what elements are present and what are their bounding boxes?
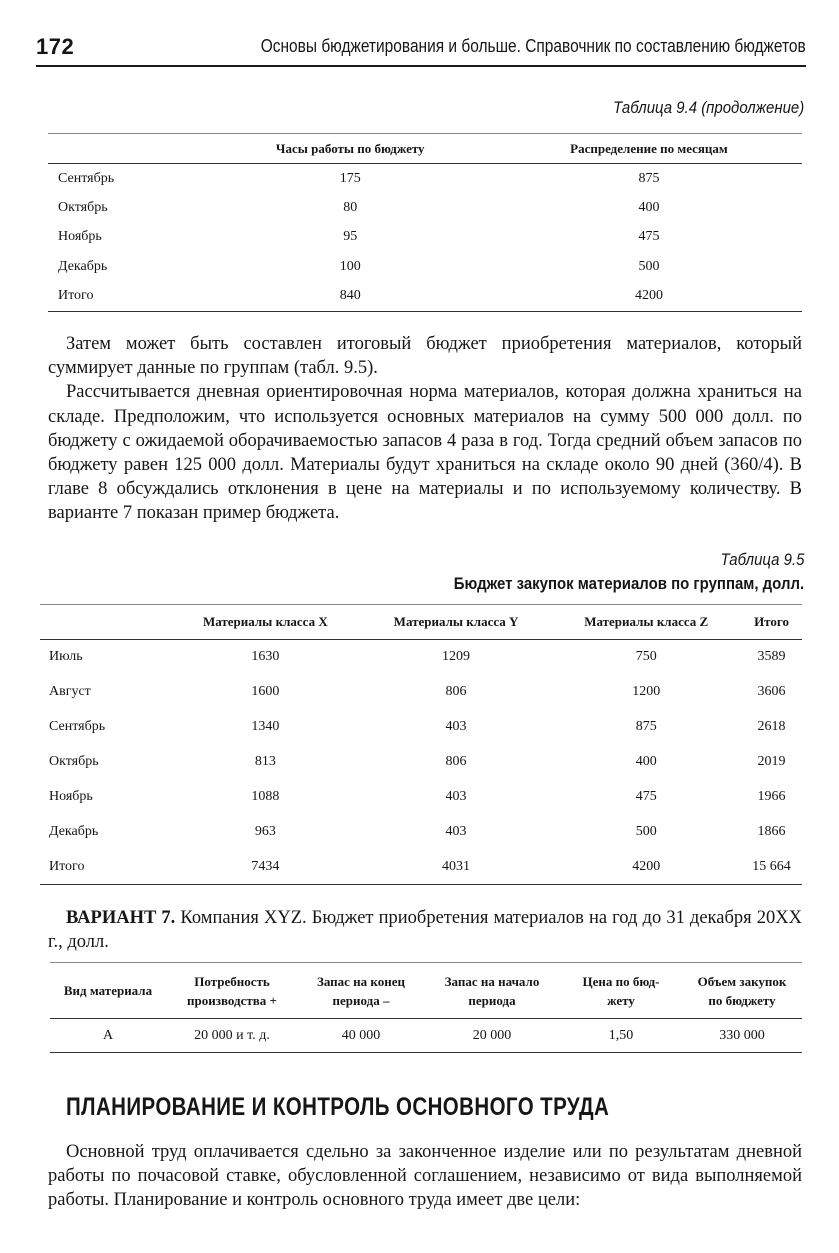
column-header: Потребность производства +	[187, 973, 277, 1008]
paragraph: Затем может быть составлен итоговый бюджет приобретения материалов, который суммирует данные по группам (табл. 9.5).	[48, 334, 802, 379]
table-cell: 1,50	[608, 1027, 634, 1043]
table-total-row	[48, 282, 802, 312]
table-cell: 403	[445, 824, 467, 839]
paragraph: Рассчитывается дневная ориентировочная норма материалов, которая должна храниться на складе. Предположим, что используется основных материалов на сумму 500 000 долл. по бюджету с ожидаемой оборачиваемостью запасов 4 раза в год. Тогда средний объем запасов по бюджету равен 125 000 долл. Материалы будут храниться на складе около 90 дней (360/4). В главе 8 обсуждались отклонения в цене на материалы и по используемому количеству. В варианте 7 показан пример бюджета.	[48, 382, 802, 524]
body-paragraphs	[48, 332, 802, 526]
table-row	[48, 164, 802, 194]
variant-label: ВАРИАНТ 7.	[66, 908, 176, 928]
table-cell: 4200	[632, 858, 661, 874]
table-cell: 963	[254, 824, 276, 839]
table-cell: 475	[635, 789, 657, 804]
table-cell: 1630	[251, 649, 280, 665]
table-cell: 500	[635, 824, 657, 839]
table-cell: 1600	[251, 684, 280, 699]
month-cell: Итого	[58, 288, 94, 304]
table-cell: 15 664	[752, 858, 791, 874]
column-header: Запас на конец периода –	[316, 973, 405, 1008]
table-cell: 875	[635, 719, 657, 734]
table-cell: 20 000	[472, 1027, 512, 1043]
table-cell: 500	[638, 259, 660, 275]
column-header: Материалы класса Y	[393, 614, 519, 629]
variant-7-paragraph	[48, 906, 802, 954]
table-cell: 875	[638, 170, 660, 186]
table-cell: 813	[254, 754, 276, 769]
column-header: Вид материала	[63, 983, 153, 998]
table-cell: 2618	[757, 719, 786, 734]
column-header: Материалы класса X	[202, 614, 328, 629]
month-cell: Октябрь	[58, 199, 108, 215]
table-row	[48, 252, 802, 282]
column-header: Цена по бюд- жету	[582, 973, 660, 1008]
column-header: Часы работы по бюджету	[275, 140, 425, 156]
table-cell: 400	[638, 199, 660, 215]
table-row	[40, 710, 802, 745]
column-header: Итого	[754, 614, 789, 629]
table-cell: 400	[635, 754, 657, 769]
section-paragraph-block	[48, 1140, 802, 1213]
table-header-row	[40, 605, 802, 640]
table-row	[48, 223, 802, 253]
table-cell: 175	[339, 170, 361, 186]
month-cell: Ноябрь	[49, 789, 93, 804]
variant-7-table	[50, 962, 802, 1053]
table-cell: 100	[339, 259, 361, 275]
table-cell: 403	[445, 719, 467, 734]
table-cell: 2019	[757, 754, 786, 769]
column-header: Объем закупок по бюджету	[697, 973, 787, 1008]
table-cell: 475	[638, 229, 660, 245]
table-cell: 750	[635, 649, 657, 665]
table-row	[40, 780, 802, 815]
page-header	[36, 30, 806, 66]
table-cell: 4031	[442, 858, 471, 874]
table-cell: 330 000	[719, 1027, 765, 1043]
column-header: Материалы класса Z	[584, 614, 709, 629]
month-cell: Июль	[49, 649, 83, 665]
table-cell: 1088	[251, 789, 280, 804]
table-row	[40, 815, 802, 850]
column-header: Запас на начало периода	[444, 973, 540, 1008]
column-header	[40, 605, 170, 640]
table-cell: 7434	[251, 858, 280, 874]
table-cell: 1209	[442, 649, 471, 665]
table-total-row	[40, 850, 802, 885]
month-cell: Октябрь	[49, 754, 99, 769]
page-number: 172	[36, 34, 75, 59]
table-cell: 403	[445, 789, 467, 804]
month-cell: Август	[49, 684, 91, 699]
table-cell: 1200	[632, 684, 661, 699]
table-cell: 3606	[757, 684, 786, 699]
table-cell: 4200	[634, 288, 663, 304]
variant-text: Компания XYZ. Бюджет приобретения материалов на год до 31 декабря 20XX г., долл.	[48, 908, 802, 953]
month-cell: Сентябрь	[49, 719, 106, 734]
table-cell: 80	[343, 199, 358, 215]
table-9-5-title: Бюджет закупок материалов по группам, долл.	[453, 574, 804, 593]
table-row	[50, 1019, 802, 1053]
table-cell: A	[102, 1027, 114, 1043]
table-9-4	[48, 133, 802, 312]
table-row	[48, 193, 802, 223]
month-cell: Декабрь	[58, 259, 108, 275]
column-header	[48, 134, 205, 164]
table-9-4-caption: Таблица 9.4 (продолжение)	[612, 98, 804, 117]
table-cell: 840	[339, 288, 361, 304]
month-cell: Ноябрь	[58, 229, 102, 245]
column-header: Распределение по месяцам	[570, 140, 728, 156]
table-cell: 3589	[757, 649, 786, 665]
month-cell: Декабрь	[49, 824, 99, 839]
header-rule	[36, 65, 806, 67]
paragraph: Основной труд оплачивается сдельно за законченное изделие или по результатам дневной работы по почасовой ставке, обусловленной соглашением, независимо от вида выполняемой работы. Планирование и контроль основного труда имеет две цели:	[48, 1142, 802, 1211]
table-cell: 1966	[757, 789, 786, 804]
section-heading: ПЛАНИРОВАНИЕ И КОНТРОЛЬ ОСНОВНОГО ТРУДА	[66, 1093, 610, 1121]
table-header-row	[50, 963, 802, 1019]
table-cell: 40 000	[341, 1027, 381, 1043]
table-cell: 1340	[251, 719, 280, 734]
table-9-5-caption: Таблица 9.5	[720, 550, 804, 569]
table-row	[40, 745, 802, 780]
table-cell: 95	[343, 229, 358, 245]
table-row	[40, 675, 802, 710]
running-title: Основы бюджетирования и больше. Справочник по составлению бюджетов	[260, 36, 806, 56]
table-cell: 806	[445, 684, 467, 699]
table-cell: 1866	[757, 824, 786, 839]
table-9-5	[40, 604, 802, 885]
table-row	[40, 640, 802, 675]
table-header-row	[48, 134, 802, 164]
table-cell: 806	[445, 754, 467, 769]
month-cell: Итого	[49, 858, 85, 874]
month-cell: Сентябрь	[58, 170, 115, 186]
table-cell: 20 000 и т. д.	[194, 1027, 270, 1043]
